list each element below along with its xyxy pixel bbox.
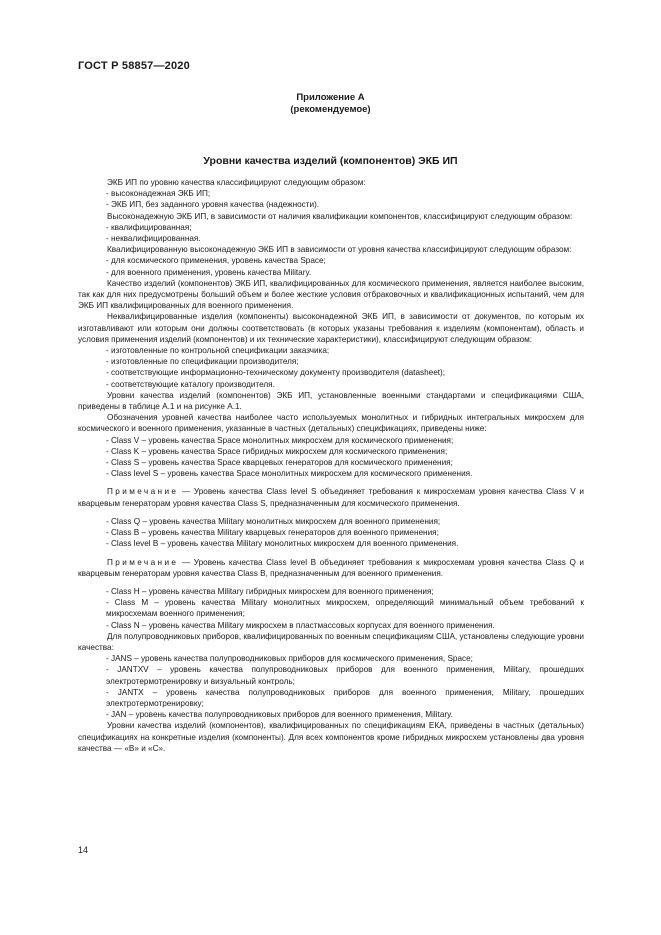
paragraph: Обозначения уровней качества наиболее часто используемых монолитных и гибридных интегральных микросхем для космического и военного применения, указанные в частных (детальных) спецификациях, приведены ниже: — [78, 413, 584, 434]
paragraph: Квалифицированную высоконадежную ЭКБ ИП в зависимости от уровня качества классифицируют следующим образом: — [107, 245, 572, 255]
paragraph: ЭКБ ИП по уровню качества классифицируют следующим образом: — [107, 178, 366, 187]
document-body — [78, 177, 584, 754]
list-item: - Class K – уровень качества Space гибридных микросхем для космического применения; — [106, 446, 448, 456]
list-item: - JANTXV – уровень качества полупроводниковых приборов для военного применения, Military, прошедших электротермотренировку и визуальный контроль; — [106, 665, 584, 686]
standard-number: ГОСТ Р 58857—2020 — [78, 60, 190, 72]
list-item: - Class level B – уровень качества Military монолитных микросхем для военного применения. — [106, 539, 459, 549]
list-item: - Class B – уровень качества Military кварцевых генераторов для военного применения; — [106, 528, 439, 538]
paragraph: Уровни качества изделий (компонентов) ЭКБ ИП, установленные военными стандартами и спецификациями США, приведены в таблице А.1 и на рисунке А.1. — [78, 390, 584, 412]
note-label: Примечание — [107, 487, 179, 497]
list-item: - Class M – уровень качества Military монолитных микросхем, определяющий минимальный объем требований к микросхемам военного применения; — [106, 598, 584, 619]
list-item: - неквалифицированная. — [106, 234, 201, 244]
note-paragraph — [78, 486, 584, 508]
list-item: - высоконадежная ЭКБ ИП; — [106, 189, 211, 199]
paragraph: Для полупроводниковых приборов, квалифицированных по военным спецификациям США, установлены следующие уровни качества: — [78, 631, 584, 652]
list-item: - квалифицированная; — [106, 222, 192, 232]
list-item: - JANS – уровень качества полупроводниковых приборов для космического применения, Space; — [106, 654, 473, 664]
list-item: - для военного применения, уровень качества Military. — [106, 267, 312, 277]
page-number: 14 — [78, 845, 89, 855]
list-item: - изготовленные по спецификации производителя; — [106, 357, 299, 367]
list-item: - Class N – уровень качества Military микросхем в пластмассовых корпусах для военного применения. — [106, 620, 495, 630]
appendix-heading: Приложение А — [296, 92, 365, 103]
list-item: - соответствующие каталогу производителя. — [106, 379, 275, 389]
list-item: - Class S – уровень качества Space кварцевых генераторов для космического применения; — [106, 458, 453, 468]
list-item: - Class Q – уровень качества Military монолитных микросхем для военного применения; — [106, 516, 441, 526]
list-item: - для космического применения, уровень качества Space; — [106, 256, 326, 266]
list-item: - Class H – уровень качества Military гибридных микросхем для военного применения; — [106, 586, 434, 596]
list-item: - JANTX – уровень качества полупроводниковых приборов для военного применения, Military, прошедших электротермотренировку; — [106, 687, 584, 708]
note-paragraph — [78, 557, 584, 579]
list-item: - ЭКБ ИП, без заданного уровня качества (надежности). — [106, 200, 320, 210]
paragraph: Качество изделий (компонентов) ЭКБ ИП, квалифицированных для космического применения, является наиболее высоким, так как для них предусмотрены больший объем и более жесткие условия отбраковочных и квалификационных испытаний, чем для ЭКБ ИП квалифицированных для военного применения. — [78, 278, 584, 311]
note-label: Примечание — [107, 557, 179, 567]
list-item: - соответствующие информационно-техническому документу производителя (datasheet); — [106, 368, 446, 378]
list-item: - изготовленные по контрольной спецификации заказчика; — [106, 346, 330, 356]
paragraph: Неквалифицированные изделия (компоненты) высоконадежной ЭКБ ИП, в зависимости от документов, по которым их изготавливают или которым они должны соответствовать (в которых указаны требования к изделиям (компонентам), область и условия применения изделий (компонентов) и их технические характеристики), классифицируют следующим образом: — [78, 312, 584, 344]
note-text: — Уровень качества Class level S объединяет требования к микросхемам уровня качества Class V и кварцевым генераторам уровня качества Class S, предназначенным для космического применения. — [78, 487, 584, 508]
note-text: — Уровень качества Class level B объединяет требования к микросхемам уровня качества Class Q и кварцевым генераторам уровня качества Class B, предназначенным для военного применения. — [78, 557, 584, 578]
paragraph: Высоконадежную ЭКБ ИП, в зависимости от наличия квалификации компонентов, классифицируют следующим образом: — [107, 211, 573, 221]
list-item: - JAN – уровень качества полупроводниковых приборов для военного применения, Military. — [106, 710, 453, 720]
list-item: - Class level S – уровень качества Space монолитных микросхем для космического применения. — [106, 469, 473, 479]
section-title: Уровни качества изделий (компонентов) ЭКБ ИП — [203, 155, 458, 167]
appendix-type: (рекомендуемое) — [290, 104, 371, 115]
paragraph: Уровни качества изделий (компонентов), квалифицированных по спецификациям ЕКА, приведены в частных (детальных) спецификациях на конкретные изделия (компоненты). Для всех компонентов кроме гибридных микросхем установлены два уровня качества — «В» и «С». — [78, 721, 584, 753]
list-item: - Class V – уровень качества Space монолитных микросхем для космического применения; — [106, 435, 454, 445]
